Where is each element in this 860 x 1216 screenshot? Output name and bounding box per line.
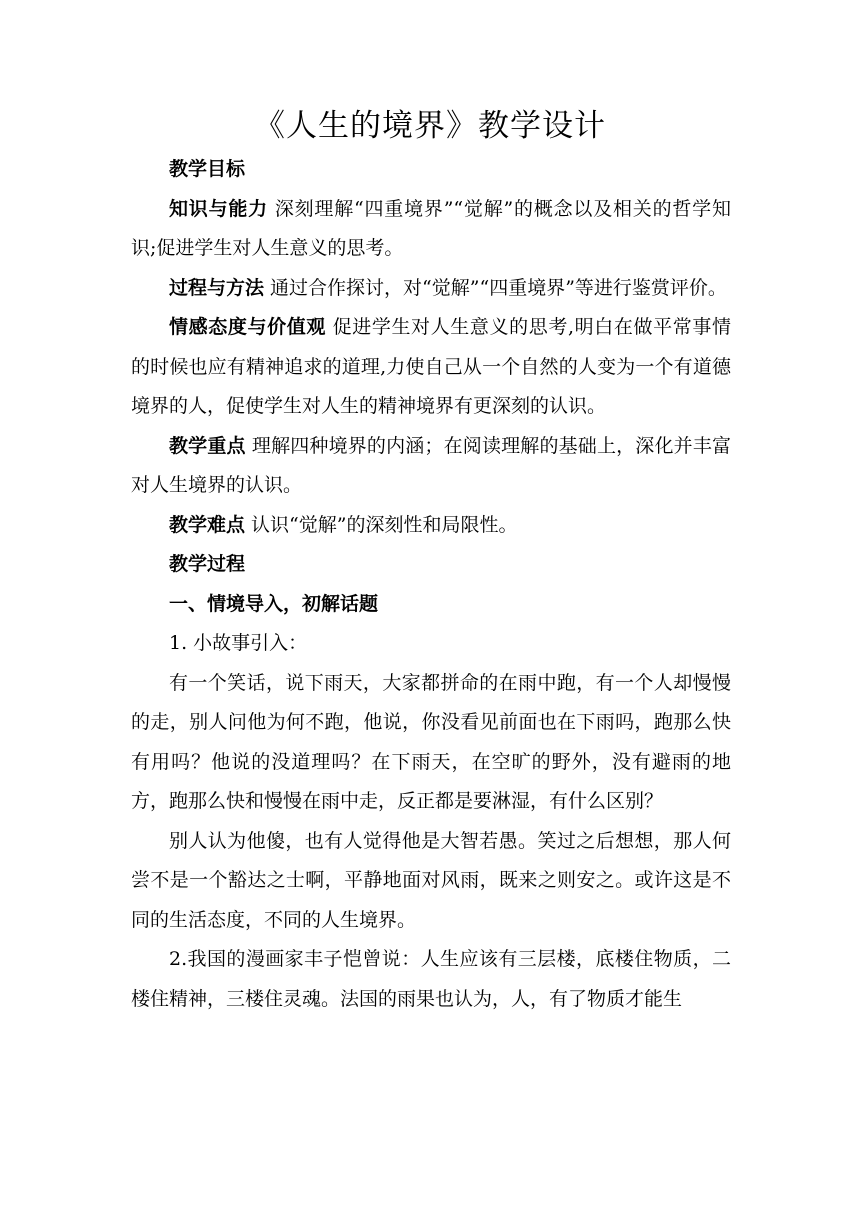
difficulty-text: 认识“觉解”的深刻性和局限性。	[245, 513, 518, 536]
document-body	[131, 150, 731, 1019]
difficulty-paragraph	[131, 506, 731, 546]
key-point-label: 教学重点	[169, 434, 246, 457]
process-method-paragraph	[131, 269, 731, 309]
item-one-paragraph: 1. 小故事引入：	[169, 632, 308, 654]
key-point-paragraph	[131, 427, 731, 506]
emotion-values-text: 促进学生对人生意义的思考,明白在做平常事情的时候也应有精神追求的道理,力使自己从一个自然的人变为一个有道德境界的人，促使学生对人生的精神境界有更深刻的认识。	[131, 316, 731, 417]
process-method-text: 通过合作探讨，对“觉解”“四重境界”等进行鉴赏评价。	[264, 276, 727, 299]
process-method-label: 过程与方法	[169, 276, 265, 299]
teaching-process-heading: 教学过程	[169, 553, 246, 575]
emotion-values-label: 情感态度与价值观	[169, 316, 326, 338]
story-paragraph-2: 别人认为他傻，也有人觉得他是大智若愚。笑过之后想想，那人何尝不是一个豁达之士啊，平静地面对风雨，既来之则安之。或许这是不同的生活态度，不同的人生境界。	[131, 829, 731, 931]
story-paragraph-1: 有一个笑话，说下雨天，大家都拼命的在雨中跑，有一个人却慢慢的走，别人问他为何不跑，他说，你没看见前面也在下雨吗，跑那么快有用吗？他说的没道理吗？在下雨天，在空旷的野外，没有避雨的地方，跑那么快和慢慢在雨中走，反正都是要淋湿，有什么区别？	[131, 671, 731, 812]
teaching-goals-heading: 教学目标	[169, 158, 246, 180]
knowledge-ability-label: 知识与能力	[169, 197, 268, 220]
difficulty-label: 教学难点	[169, 513, 246, 536]
part-one-heading: 一、情境导入，初解话题	[169, 592, 379, 615]
knowledge-ability-paragraph	[131, 190, 731, 269]
document-title: 《人生的境界》教学设计	[254, 108, 606, 144]
item-two-paragraph: 2.我国的漫画家丰子恺曾说：人生应该有三层楼，底楼住物质，二楼住精神，三楼住灵魂。法国的雨果也认为，人，有了物质才能生	[131, 948, 731, 1010]
knowledge-ability-text: 深刻理解“四重境界”“觉解”的概念以及相关的哲学知识;促进学生对人生意义的思考。	[131, 197, 731, 259]
key-point-text: 理解四种境界的内涵；在阅读理解的基础上，深化并丰富对人生境界的认识。	[131, 434, 731, 496]
emotion-values-paragraph	[131, 308, 731, 427]
